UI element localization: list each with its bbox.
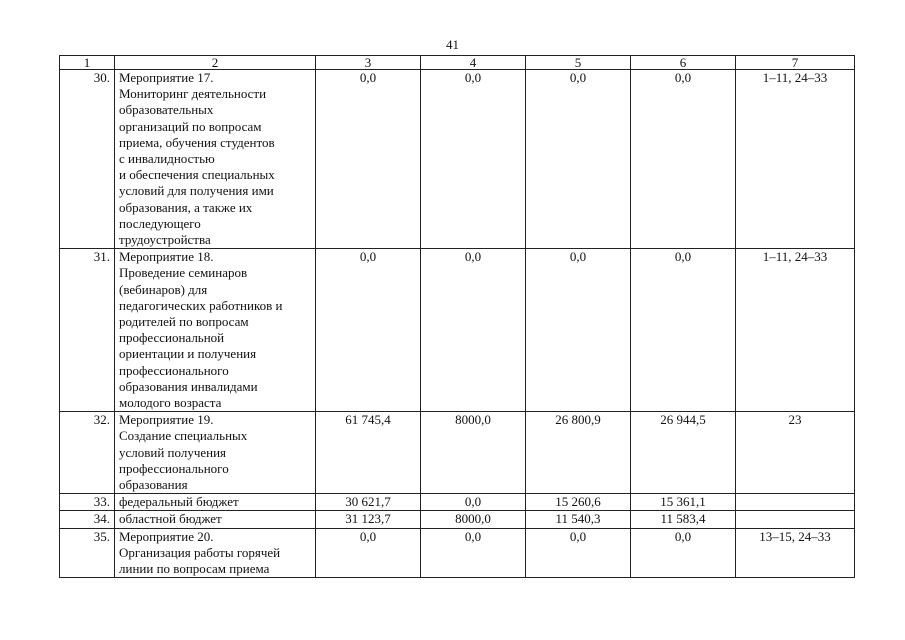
value-col-4: 0,0 [421, 249, 526, 412]
measure-name-line: родителей по вопросам [119, 314, 249, 330]
value-col-5: 0,0 [526, 528, 631, 578]
measure-name [115, 70, 316, 249]
reference-col-7 [736, 511, 855, 528]
measure-name-line: педагогических работников и [119, 297, 283, 313]
measure-name [115, 511, 316, 528]
row-number: 31. [60, 249, 115, 412]
value-col-3: 30 621,7 [316, 494, 421, 511]
value-col-6: 0,0 [631, 528, 736, 578]
value-col-4: 8000,0 [421, 412, 526, 494]
measure-name-line: линии по вопросам приема [119, 561, 270, 577]
measure-name-line: с инвалидностью [119, 151, 215, 167]
measures-table [59, 55, 855, 578]
measure-name-line: (вебинаров) для [119, 281, 208, 297]
measure-name-line: трудоустройства [119, 232, 211, 248]
measure-name-line: образования, а также их [119, 199, 253, 215]
value-col-5: 0,0 [526, 70, 631, 249]
table-row [60, 511, 855, 528]
value-col-4: 0,0 [421, 494, 526, 511]
table-row [60, 70, 855, 249]
value-col-3: 0,0 [316, 528, 421, 578]
measure-name-line: профессионального [119, 362, 229, 378]
column-header: 1 [60, 56, 115, 70]
row-number: 34. [60, 511, 115, 528]
table-row [60, 412, 855, 494]
measure-name [115, 494, 316, 511]
measure-name-line: областной бюджет [119, 511, 222, 527]
measure-name-line: Создание специальных [119, 428, 248, 444]
table-row [60, 249, 855, 412]
measure-name-line: федеральный бюджет [119, 494, 239, 510]
reference-col-7: 13–15, 24–33 [736, 528, 855, 578]
measure-name-line: Организация работы горячей [119, 544, 281, 560]
value-col-3: 0,0 [316, 249, 421, 412]
page-number: 41 [446, 37, 459, 52]
column-header: 3 [316, 56, 421, 70]
value-col-6: 0,0 [631, 70, 736, 249]
measure-name-line: условий получения [119, 444, 227, 460]
measure-name-line: образовательных [119, 102, 214, 118]
measure-name-line: и обеспечения специальных [119, 167, 275, 183]
measure-name-line: профессиональной [119, 330, 225, 346]
header-row [60, 56, 855, 70]
column-header: 5 [526, 56, 631, 70]
value-col-5: 0,0 [526, 249, 631, 412]
column-header: 7 [736, 56, 855, 70]
measure-name-line: Мероприятие 17. [119, 70, 214, 85]
row-number: 32. [60, 412, 115, 494]
value-col-6: 26 944,5 [631, 412, 736, 494]
value-col-4: 8000,0 [421, 511, 526, 528]
measure-name-line: Мероприятие 19. [119, 412, 214, 428]
reference-col-7: 1–11, 24–33 [736, 249, 855, 412]
value-col-3: 0,0 [316, 70, 421, 249]
row-number: 35. [60, 528, 115, 578]
measure-name-line: ориентации и получения [119, 346, 257, 362]
row-number: 33. [60, 494, 115, 511]
reference-col-7: 1–11, 24–33 [736, 70, 855, 249]
measure-name-line: Проведение семинаров [119, 265, 248, 281]
column-header: 4 [421, 56, 526, 70]
measure-name [115, 249, 316, 412]
value-col-5: 26 800,9 [526, 412, 631, 494]
value-col-3: 61 745,4 [316, 412, 421, 494]
value-col-5: 15 260,6 [526, 494, 631, 511]
measure-name-line: Мероприятие 20. [119, 528, 214, 544]
measure-name-line: Мероприятие 18. [119, 249, 214, 265]
measure-name [115, 412, 316, 494]
table-row [60, 528, 855, 578]
value-col-4: 0,0 [421, 528, 526, 578]
table-row [60, 494, 855, 511]
measure-name-line: условий для получения ими [119, 183, 274, 199]
measure-name-line: приема, обучения студентов [119, 134, 275, 150]
measure-name-line: образования инвалидами [119, 378, 258, 394]
measure-name-line: профессионального [119, 460, 229, 476]
value-col-5: 11 540,3 [526, 511, 631, 528]
value-col-4: 0,0 [421, 70, 526, 249]
column-header: 6 [631, 56, 736, 70]
value-col-3: 31 123,7 [316, 511, 421, 528]
reference-col-7: 23 [736, 412, 855, 494]
column-header: 2 [115, 56, 316, 70]
row-number: 30. [60, 70, 115, 249]
measure-name-line: молодого возраста [119, 395, 222, 411]
value-col-6: 11 583,4 [631, 511, 736, 528]
reference-col-7 [736, 494, 855, 511]
measure-name-line: организаций по вопросам [119, 118, 262, 134]
value-col-6: 0,0 [631, 249, 736, 412]
value-col-6: 15 361,1 [631, 494, 736, 511]
measure-name-line: Мониторинг деятельности [119, 86, 267, 102]
measure-name-line: образования [119, 477, 188, 493]
measure-name-line: последующего [119, 215, 201, 231]
measure-name [115, 528, 316, 578]
